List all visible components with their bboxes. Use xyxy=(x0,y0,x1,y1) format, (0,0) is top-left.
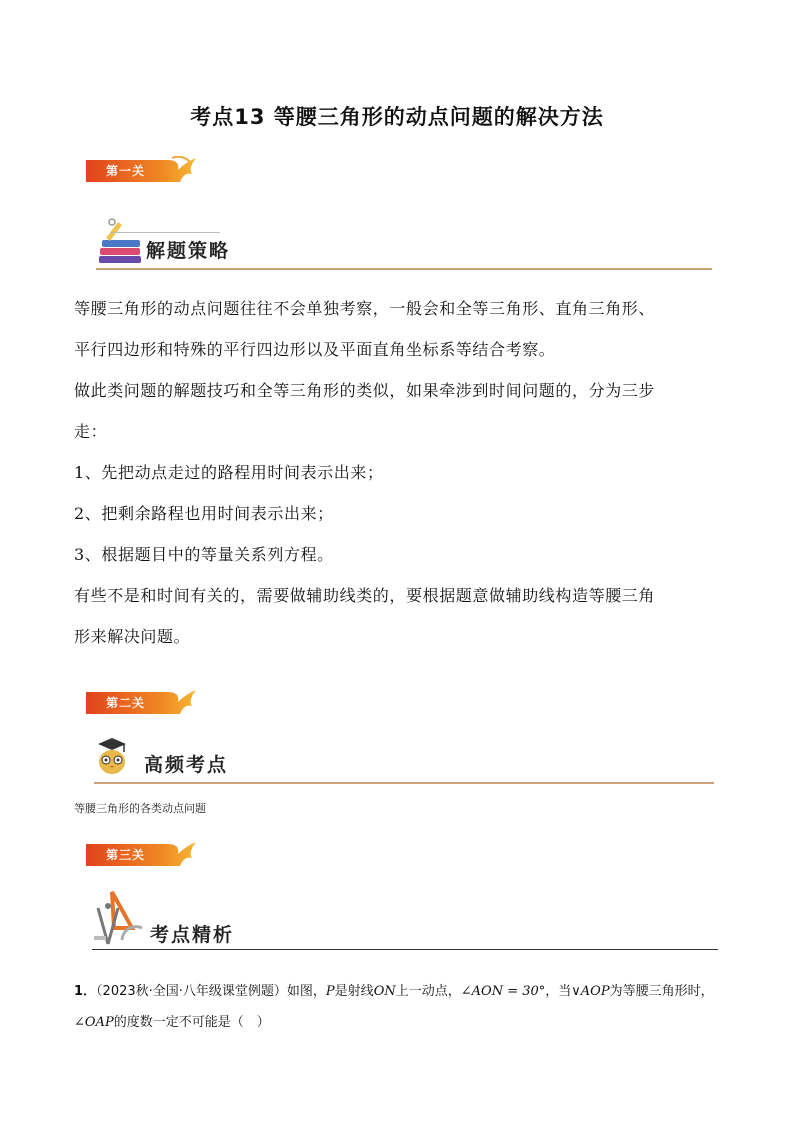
question-source: （2023秋·全国·八年级课堂例题） xyxy=(96,984,287,999)
books-pencil-icon xyxy=(96,218,146,266)
strategy-line-3: 做此类问题的解题技巧和全等三角形的类似，如果牵涉到时间问题的，分为三步 xyxy=(74,381,656,400)
question-1 xyxy=(74,976,734,1038)
section-high-freq-title: 高频考点 xyxy=(144,754,229,776)
strategy-step-3: 3、根据题目中的等量关系列方程。 xyxy=(74,545,334,564)
section-rule xyxy=(96,268,712,270)
strategy-line-5: 有些不是和时间有关的，需要做辅助线类的，要根据题意做辅助线构造等腰三角 xyxy=(74,586,656,605)
strategy-step-2: 2、把剩余路程也用时间表示出来； xyxy=(74,504,334,523)
level-tag-2 xyxy=(86,688,198,718)
section-divider xyxy=(110,232,220,233)
question-text-f: 的度数一定不可能是（ ） xyxy=(113,1015,270,1030)
section-high-freq xyxy=(94,728,714,784)
angle-aon: ∠AON = 30° xyxy=(460,984,546,999)
high-freq-note: 等腰三角形的各类动点问题 xyxy=(74,802,206,815)
strategy-line-1: 等腰三角形的动点问题往往不会单独考察，一般会和全等三角形、直角三角形、 xyxy=(74,299,656,318)
level-tag-label: 第三关 xyxy=(106,848,146,862)
triangle-aop: ∨AOP xyxy=(571,984,610,999)
strategy-step-1: 1、先把动点走过的路程用时间表示出来； xyxy=(74,463,384,482)
question-text-d: ，当 xyxy=(545,984,572,999)
section-strategy xyxy=(96,214,712,270)
var-on: ON xyxy=(373,984,396,999)
strategy-line-4: 走： xyxy=(74,422,108,441)
question-text-a: 如图， xyxy=(286,984,326,999)
question-text-e: 为等腰三角形时， xyxy=(609,984,714,999)
question-text-c: 上一动点， xyxy=(395,984,461,999)
level-tag-label: 第二关 xyxy=(106,696,146,710)
section-analysis xyxy=(92,888,718,950)
level-tag-label: 第一关 xyxy=(106,164,146,178)
page-title: 考点13 等腰三角形的动点问题的解决方法 xyxy=(190,105,604,129)
geometry-tools-icon xyxy=(92,888,148,950)
section-strategy-title: 解题策略 xyxy=(146,240,231,262)
level-tag-3 xyxy=(86,840,198,870)
angle-oap: ∠OAP xyxy=(74,1015,114,1030)
strategy-line-6: 形来解决问题。 xyxy=(74,627,191,646)
graduate-owl-icon xyxy=(94,736,130,776)
strategy-body xyxy=(74,288,734,657)
section-rule xyxy=(94,782,714,784)
question-number: 1． xyxy=(74,984,97,999)
section-analysis-title: 考点精析 xyxy=(150,924,235,946)
strategy-line-2: 平行四边形和特殊的平行四边形以及平面直角坐标系等结合考察。 xyxy=(74,340,556,359)
section-rule xyxy=(92,949,718,950)
level-tag-1 xyxy=(86,156,198,186)
question-text-b: 是射线 xyxy=(334,984,374,999)
var-p: P xyxy=(325,984,335,999)
